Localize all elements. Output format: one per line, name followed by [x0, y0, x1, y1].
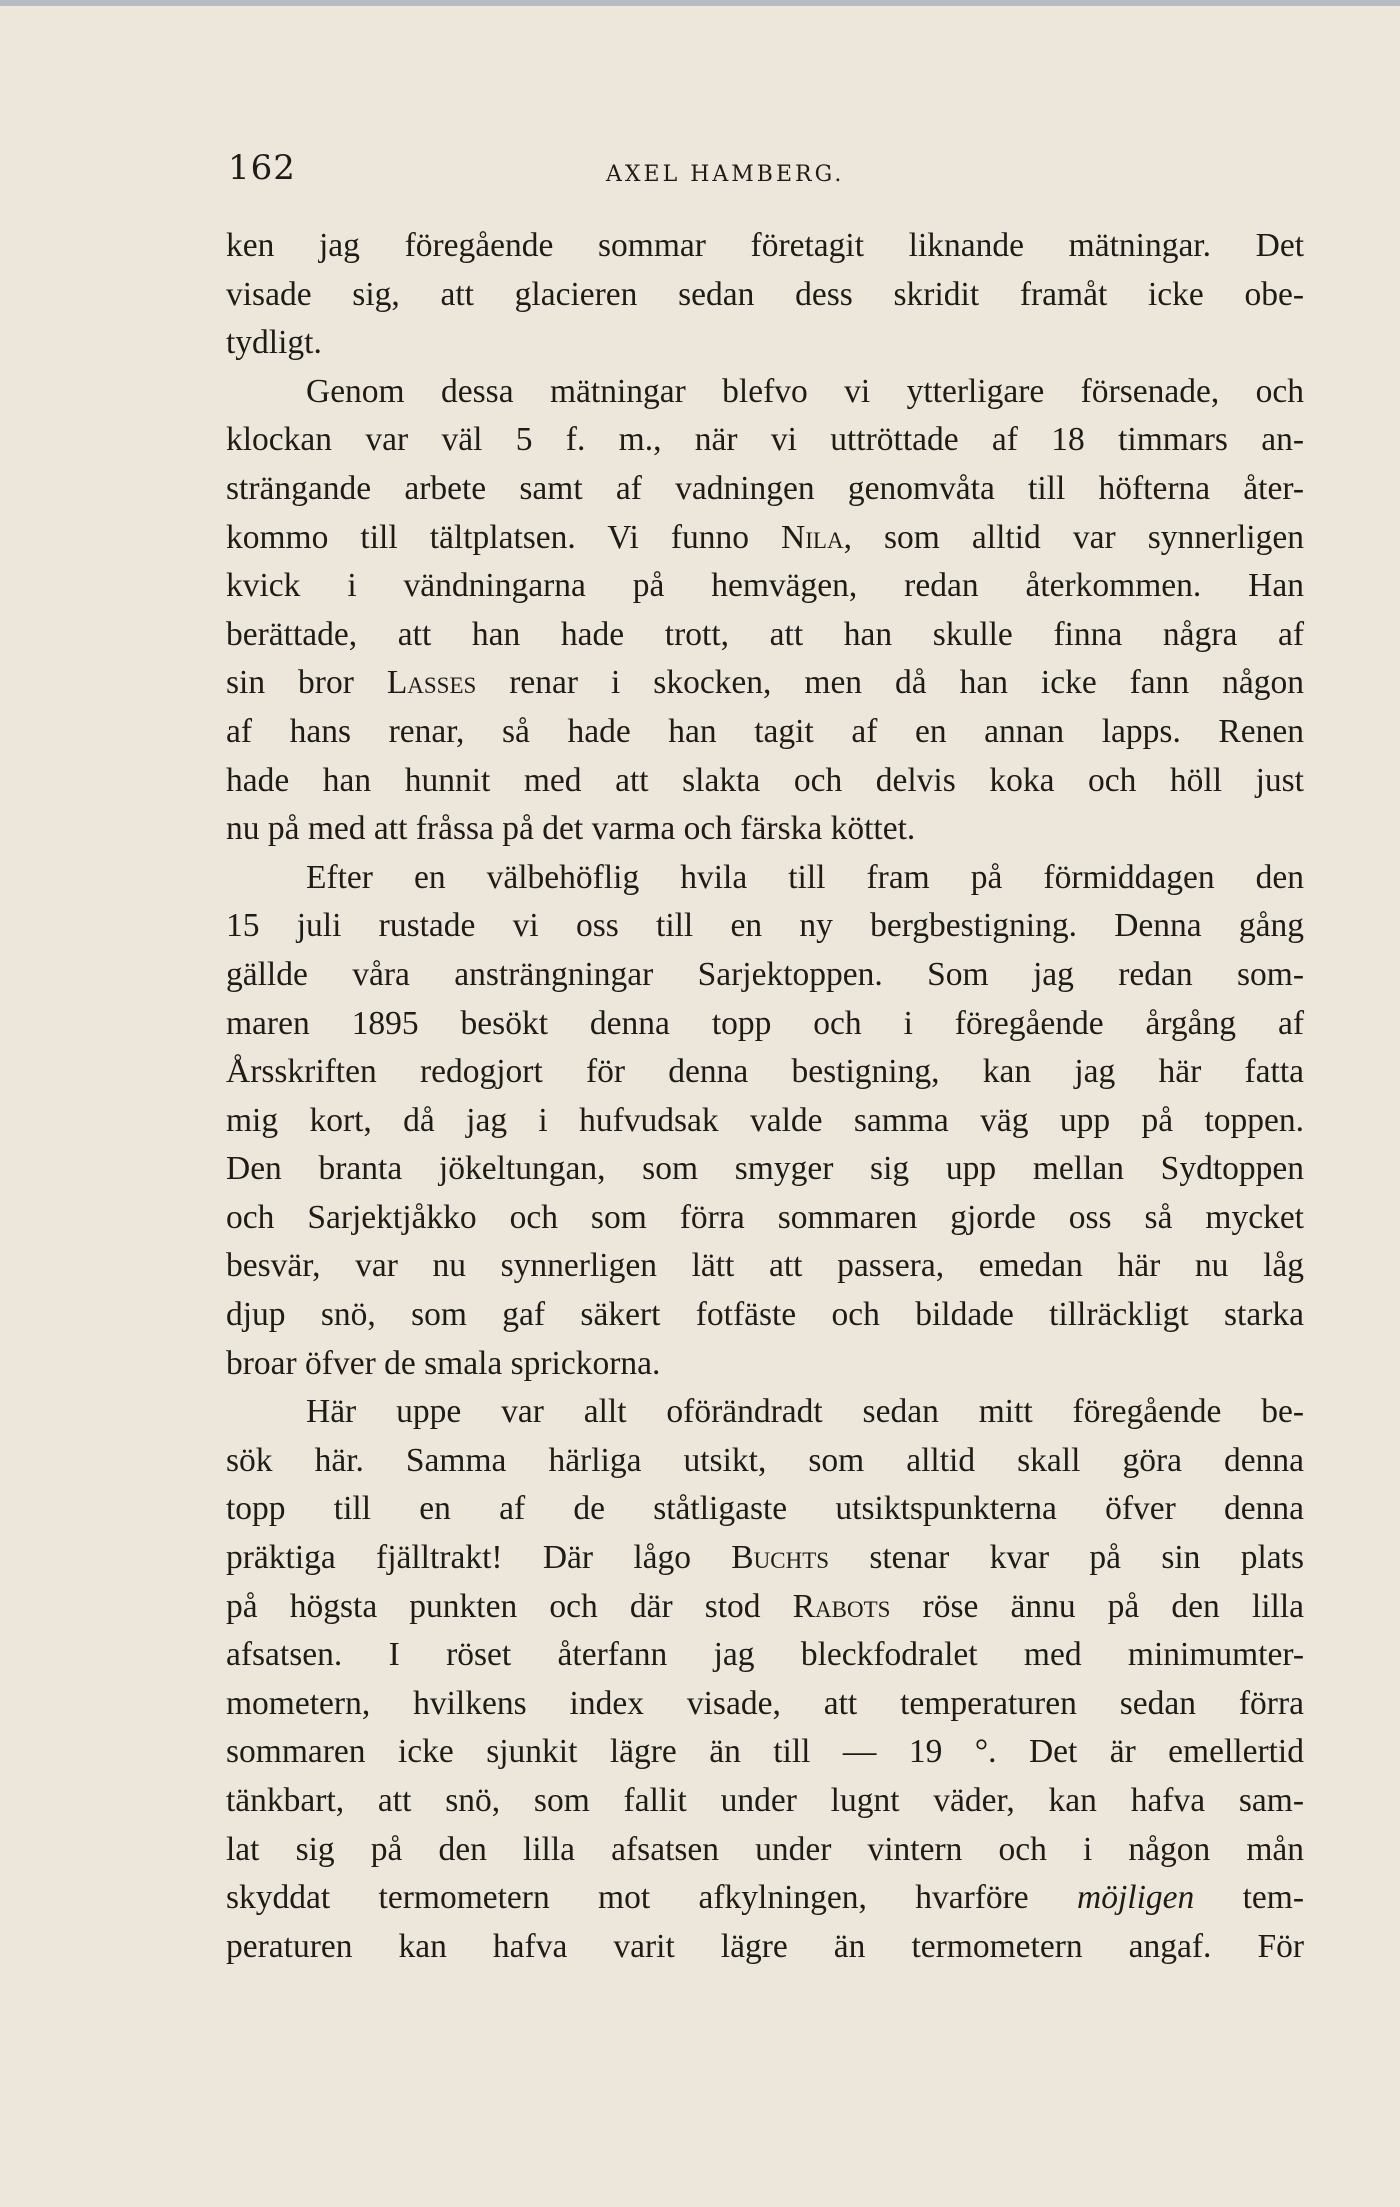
text-line: klockan var väl 5 f. m., när vi uttröttade af 18 timmars an-	[226, 421, 1304, 459]
text-line: broar öfver de smala sprickorna.	[226, 1344, 661, 1382]
text-line: tänkbart, att snö, som fallit under lugnt väder, kan hafva sam-	[226, 1782, 1304, 1819]
text-line: sin bror Lasses renar i skocken, men då han icke fann någon	[226, 664, 1304, 702]
text-line: mig kort, då jag i hufvudsak valde samma väg upp på toppen.	[226, 1101, 1304, 1139]
text-line: berättade, att han hade trott, att han skulle finna några af	[226, 615, 1304, 653]
text-line: präktiga fjälltrakt! Där lågo Buchts stenar kvar på sin plats	[226, 1539, 1304, 1577]
text-line: afsatsen. I röset återfann jag bleckfodralet med minimumter-	[226, 1636, 1304, 1674]
page-header	[228, 148, 1318, 198]
text-line: ken jag föregående sommar företagit liknande mätningar. Det	[226, 227, 1304, 264]
text-line: Årsskriften redogjort för denna bestigning, kan jag här fatta	[226, 1053, 1304, 1091]
text-line: strängande arbete samt af vadningen genomvåta till höfterna åter-	[226, 469, 1304, 507]
text-line: Efter en välbehöflig hvila till fram på förmiddagen den	[306, 858, 1304, 896]
text-line: Den branta jökeltungan, som smyger sig upp mellan Sydtoppen	[226, 1150, 1304, 1188]
page-number: 162	[228, 148, 296, 188]
text-line: lat sig på den lilla afsatsen under vintern och i någon mån	[226, 1830, 1304, 1868]
text-line: nu på med att fråssa på det varma och färska köttet.	[226, 810, 916, 848]
text-line: på högsta punkten och där stod Rabots röse ännu på den lilla	[226, 1587, 1304, 1625]
body-text	[226, 222, 1304, 1971]
text-line: kommo till tältplatsen. Vi funno Nila, som alltid var synnerligen	[226, 518, 1304, 556]
text-line: maren 1895 besökt denna topp och i föregående årgång af	[226, 1004, 1304, 1042]
text-line: besvär, var nu synnerligen lätt att passera, emedan här nu låg	[226, 1247, 1304, 1285]
text-line: visade sig, att glacieren sedan dess skridit framåt icke obe-	[226, 275, 1304, 313]
text-line: sommaren icke sjunkit lägre än till — 19 °. Det är emellertid	[226, 1733, 1304, 1771]
text-line: skyddat termometern mot afkylningen, hvarföre möjligen tem-	[226, 1879, 1304, 1917]
text-line: 15 juli rustade vi oss till en ny bergbestigning. Denna gång	[226, 907, 1304, 945]
text-line: hade han hunnit med att slakta och delvis koka och höll just	[226, 761, 1304, 799]
text-line: gällde våra ansträngningar Sarjektoppen. Som jag redan som-	[226, 955, 1304, 993]
text-line: mometern, hvilkens index visade, att temperaturen sedan förra	[226, 1684, 1304, 1722]
text-line: Genom dessa mätningar blefvo vi ytterligare försenade, och	[306, 372, 1304, 410]
text-line: af hans renar, så hade han tagit af en annan lapps. Renen	[226, 712, 1304, 750]
text-line: djup snö, som gaf säkert fotfäste och bildade tillräckligt starka	[226, 1296, 1304, 1334]
text-line: topp till en af de ståtligaste utsiktspunkterna öfver denna	[226, 1490, 1304, 1528]
text-line: kvick i vändningarna på hemvägen, redan återkommen. Han	[226, 567, 1304, 605]
text-line: peraturen kan hafva varit lägre än termometern angaf. För	[226, 1927, 1304, 1965]
scan-edge	[0, 0, 1400, 6]
running-head: AXEL HAMBERG.	[606, 162, 845, 187]
text-line: sök här. Samma härliga utsikt, som alltid skall göra denna	[226, 1441, 1304, 1479]
text-line: och Sarjektjåkko och som förra sommaren gjorde oss så mycket	[226, 1198, 1304, 1236]
text-line: tydligt.	[226, 324, 322, 362]
text-line: Här uppe var allt oförändradt sedan mitt föregående be-	[306, 1393, 1304, 1431]
